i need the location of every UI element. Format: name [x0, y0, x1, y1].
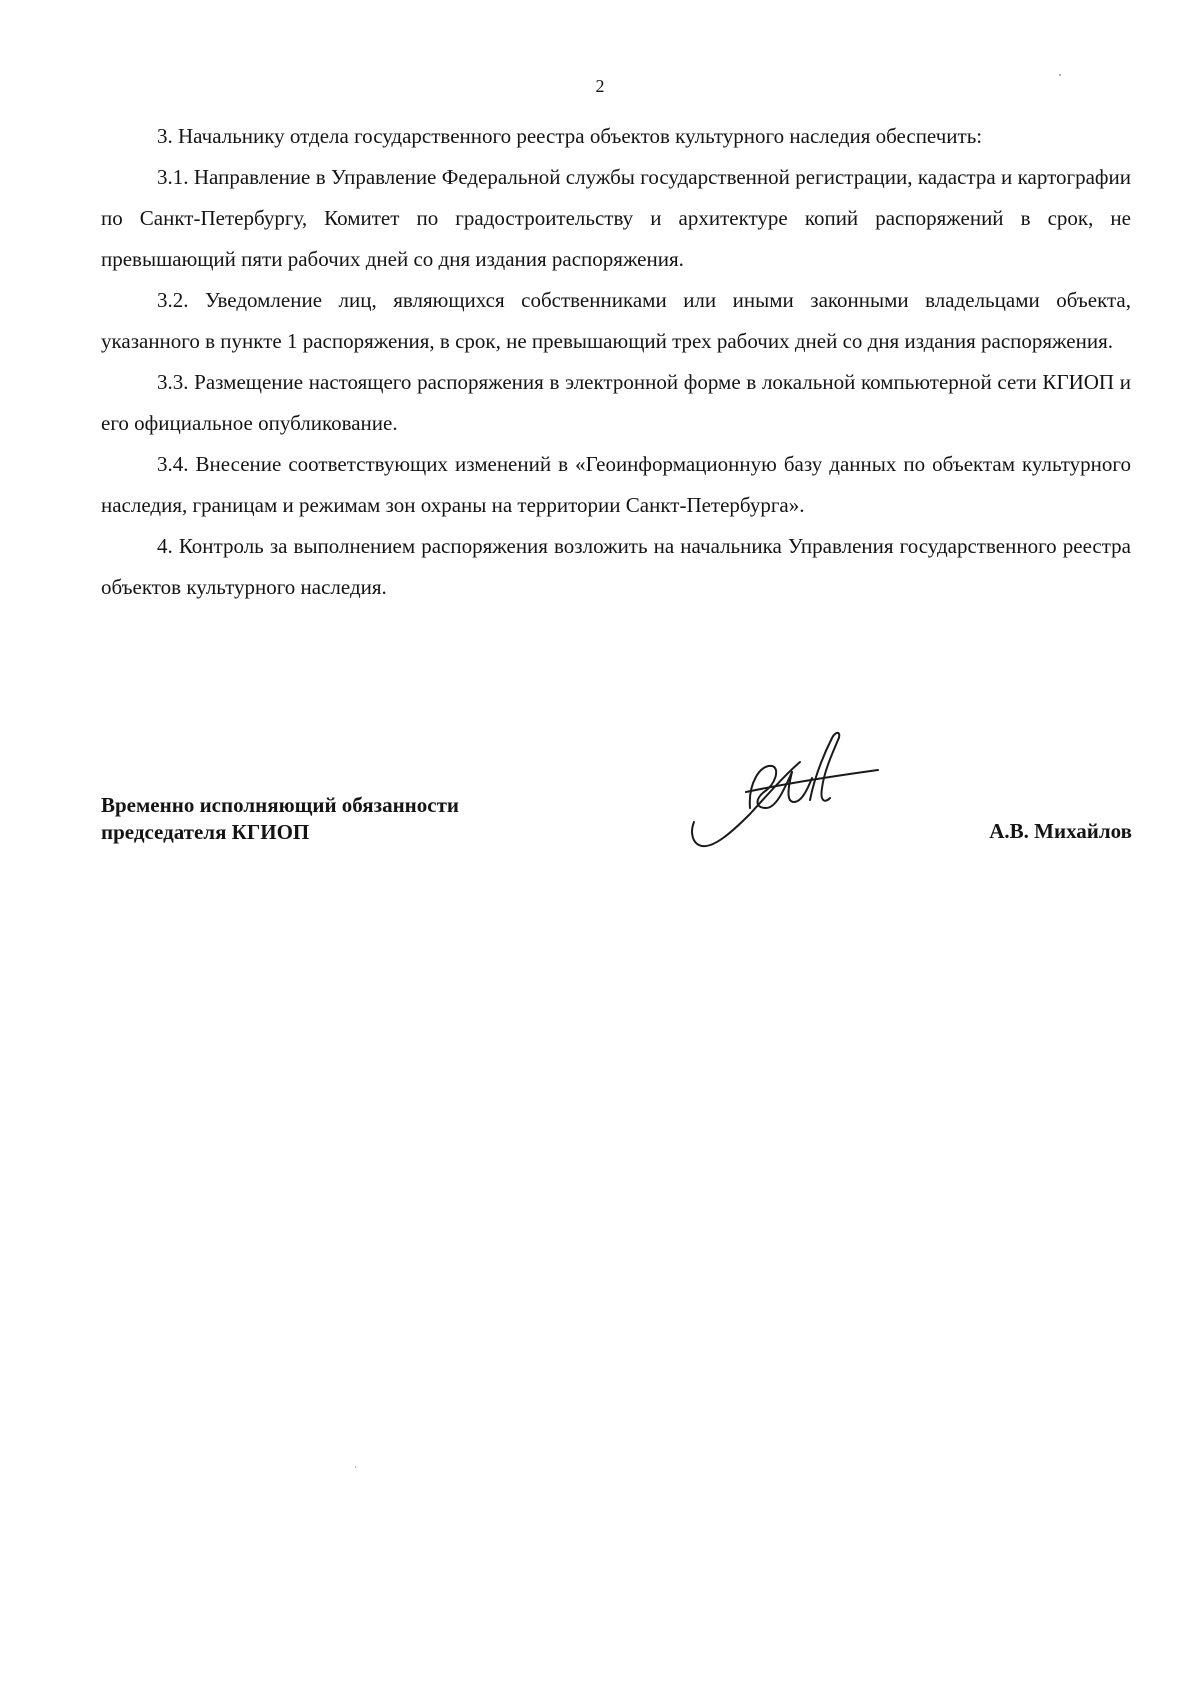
- scan-speck: [355, 1466, 356, 1468]
- signer-name: А.В. Михайлов: [989, 819, 1132, 843]
- signature-block: [0, 728, 1200, 868]
- paragraph-3-4: 3.4. Внесение соответствующих изменений в «Геоинформационную базу данных по объектам культурного наследия, границам и режимам зон охраны на территории Санкт-Петербурга».: [101, 452, 1131, 517]
- scan-speck: [1059, 74, 1061, 76]
- signer-title-line-2: председателя КГИОП: [101, 820, 310, 844]
- page-number: 2: [595, 76, 605, 96]
- paragraph-3-1: 3.1. Направление в Управление Федеральной службы государственной регистрации, кадастра и картографии по Санкт-Петербургу, Комитет по градостроительству и архитектуре копий распоряжений в срок, не превышающий пяти рабочих дней со дня издания распоряжения.: [101, 165, 1131, 271]
- paragraph-4: 4. Контроль за выполнением распоряжения возложить на начальника Управления государственного реестра объектов культурного наследия.: [101, 534, 1131, 599]
- signer-title: [101, 792, 459, 846]
- paragraph-3-3: 3.3. Размещение настоящего распоряжения в электронной форме в локальной компьютерной сети КГИОП и его официальное опубликование.: [101, 370, 1131, 435]
- document-body: [101, 116, 1131, 608]
- handwritten-signature: [688, 728, 908, 868]
- paragraph-3-2: 3.2. Уведомление лиц, являющихся собственниками или иными законными владельцами объекта, указанного в пункте 1 распоряжения, в срок, не превышающий трех рабочих дней со дня издания распоряжения.: [101, 288, 1131, 353]
- paragraph-3: 3. Начальнику отдела государственного реестра объектов культурного наследия обеспечить:: [157, 124, 983, 148]
- signer-title-line-1: Временно исполняющий обязанности: [101, 793, 460, 817]
